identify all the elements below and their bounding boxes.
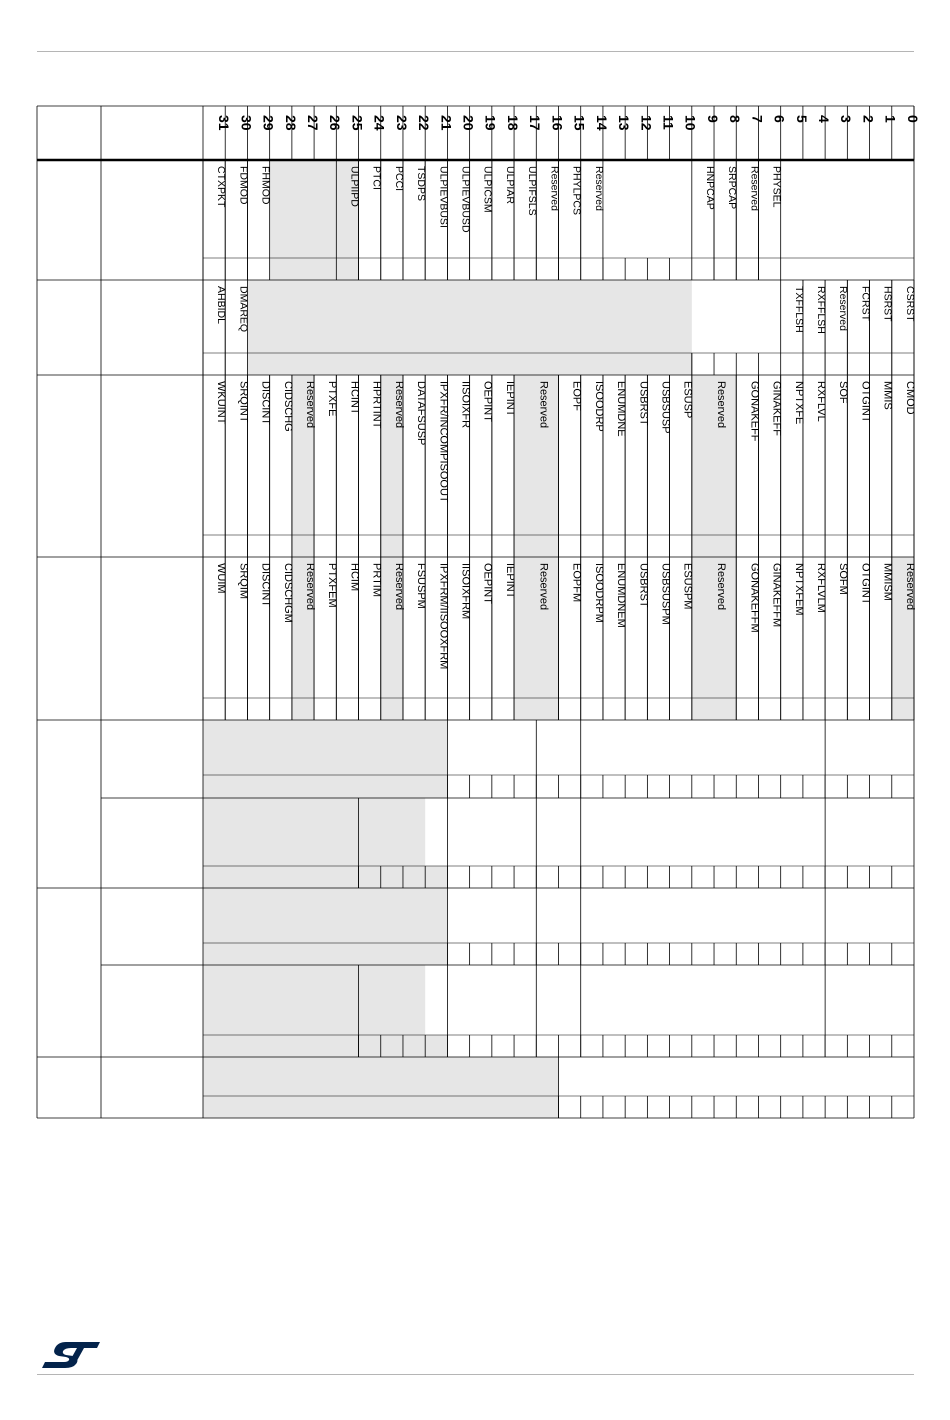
r1-field-label: ULPIEVBUSI [437,166,450,228]
bit-number: 16 [549,115,566,131]
bit-number: 0 [904,115,921,123]
r3-field-label: ENUMDNE [615,381,628,437]
r4-field-label: OTGINT [859,563,872,605]
r4-field-label: ESUSPM [681,563,694,610]
r4-field-label: WUIM [215,563,228,594]
r2-field-label: DMAREQ [237,286,250,333]
r1-field-label: PHYLPCS [570,166,583,216]
reserved-area [203,1057,559,1118]
r3-field-label: WKUINT [215,381,228,425]
r4-field-label: SRQIM [237,563,250,600]
r4-field-label: Reserved [903,563,916,611]
r4-field-label: CIDSCHGM [281,563,294,623]
r4-field-label: Reserved [537,563,550,611]
r4-field-label: IEPINT [503,563,516,599]
r4-field-label: Reserved [715,563,728,611]
bit-number: 26 [327,115,344,131]
r2-field-label: AHBIDL [215,286,228,324]
r3-field-label: DATAFSUSP [415,381,428,446]
bit-number: 12 [638,115,655,131]
bit-number: 15 [571,115,588,131]
bit-number: 20 [460,115,477,131]
r4-field-label: MMISM [881,563,894,601]
r3-field-label: IPXFR/INCOMPISOOUT [437,381,450,503]
reserved-area [203,888,447,1057]
r3-field-label: GINAKEFF [770,381,783,437]
bit-number: 9 [704,115,721,123]
r4-field-label: NPTXFEM [792,563,805,616]
r3-field-label: DISCINT [259,381,272,425]
r3-field-label: CIDSCHG [281,381,294,432]
reserved-field [692,557,736,720]
r4-field-label: PTXFEM [326,563,339,608]
r3-field-label: SRQINT [237,381,250,423]
r4-field-label: PRTIM [370,563,383,598]
r1-field-label: CTXPKT [215,166,228,208]
r3-field-label: Reserved [392,381,405,429]
r4-field-label: Reserved [303,563,316,611]
bit-number: 11 [660,115,677,130]
r4-field-label: GONAKEFFM [748,563,761,633]
r4-field-label: FSUSPM [415,563,428,609]
r3-field-label: IEPINT [503,381,516,417]
bit-number: 6 [771,115,788,123]
r1-field-label: FDMOD [237,166,250,205]
r3-field-label: CMOD [903,381,916,415]
bit-number: 17 [527,115,544,131]
bit-number: 5 [793,115,810,123]
r4-field-label: ISOODRPM [592,563,605,623]
bit-number: 8 [727,115,744,123]
r3-field-label: ESUSP [681,381,694,419]
r1-field-label: FHMOD [259,166,272,205]
r2-field-label: FCRST [859,286,872,321]
r4-field-label: DISCINT [259,563,272,607]
bit-number: 19 [482,115,499,131]
r3-field-label: Reserved [537,381,550,429]
r3-field-label: GONAKEFF [748,381,761,442]
st-logo [40,1336,102,1372]
r2-field-label: Reserved [837,286,850,331]
r2-field-label: CSRST [903,286,916,322]
r4-field-label: EOPFM [570,563,583,603]
r3-field-label: ISOODRP [592,381,605,432]
reserved-field [514,557,558,720]
r4-field-label: ENUMDNEM [615,563,628,628]
bit-number: 3 [838,115,855,123]
r3-field-label: MMIS [881,381,894,410]
bit-number: 28 [282,115,299,131]
r1-field-label: Reserved [748,166,761,211]
field-cell [425,965,447,1035]
r4-field-label: HCIM [348,563,361,592]
r4-field-label: SOFM [837,563,850,595]
r4-field-label: USBRST [637,563,650,608]
reserved-area [247,280,691,375]
bit-number: 22 [416,115,433,131]
r1-field-label: TSDPS [415,166,428,202]
r1-field-label: ULPIIPD [348,166,361,207]
bit-number: 27 [304,115,321,131]
field-cell [425,798,447,866]
bit-number: 24 [371,115,388,131]
r3-field-label: PTXFE [326,381,339,417]
r3-field-label: Reserved [303,381,316,429]
r3-field-label: USBSUSP [659,381,672,434]
bit-number: 4 [816,115,833,123]
r1-field-label: ULPIFSLS [526,166,539,216]
r3-field-label: HCINT [348,381,361,415]
reserved-area [203,720,447,888]
bit-number: 2 [860,115,877,123]
r1-field-label: Reserved [548,166,561,211]
r3-field-label: USBRST [637,381,650,426]
r4-field-label: OEPINT [481,563,494,604]
r1-field-label: Reserved [592,166,605,211]
r2-field-label: TXFFLSH [792,286,805,333]
bit-number: 14 [593,115,610,131]
bit-number: 21 [438,115,455,131]
bit-number: 18 [504,115,521,131]
r1-field-label: HNPCAP [703,166,716,210]
reserved-field [692,375,736,557]
r4-field-label: RXFLVLM [815,563,828,613]
bit-number: 13 [616,115,633,131]
r3-field-label: IISOIXFR [459,381,472,429]
r3-field-label: NPTXFE [792,381,805,425]
r1-field-label: PCCI [392,166,405,192]
r4-field-label: IPXFRM/IISOOXFRM [437,563,450,670]
r2-field-label: RXFFLSH [815,286,828,334]
r2-field-label: HSRST [881,286,894,322]
r1-field-label: ULPIAR [503,166,516,204]
bit-number: 10 [682,115,699,131]
bit-number: 31 [216,115,233,131]
r1-field-label: ULPIEVBUSD [459,166,472,233]
bit-number: 25 [349,115,366,131]
r3-field-label: Reserved [715,381,728,429]
bit-number: 29 [260,115,277,131]
r4-field-label: GINAKEFFM [770,563,783,628]
reserved-area [270,160,359,280]
r1-field-label: PTCI [370,166,383,190]
r3-field-label: HPRTINT [370,381,383,429]
bit-number: 30 [238,115,255,131]
r3-field-label: OTGINT [859,381,872,423]
bit-number: 23 [393,115,410,131]
r1-field-label: SRPCAP [726,166,739,210]
r3-field-label: RXFLVL [815,381,828,422]
r4-field-label: Reserved [392,563,405,611]
r4-field-label: USBSUSPM [659,563,672,625]
bit-number: 7 [749,115,766,123]
r3-field-label: EOPF [570,381,583,411]
r1-field-label: PHYSEL [770,166,783,208]
r3-field-label: OEPINT [481,381,494,422]
reserved-field [514,375,558,557]
r4-field-label: IISOIXFRM [459,563,472,620]
r1-field-label: ULPICSM [481,166,494,213]
r3-field-label: SOF [837,381,850,404]
bit-number: 1 [882,115,899,123]
